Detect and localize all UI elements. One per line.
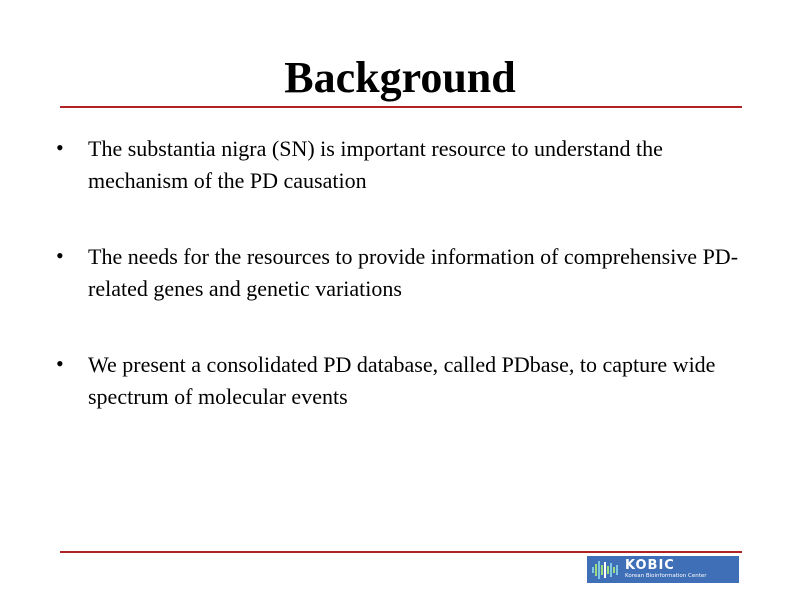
bullet-text: The substantia nigra (SN) is important resource to understand the mechanism of the PD causation	[88, 136, 663, 193]
bullet-dot-icon: •	[56, 135, 64, 160]
logo-name: KOBIC	[625, 558, 675, 573]
bullet-dot-icon: •	[56, 243, 64, 268]
bullet-text: We present a consolidated PD database, called PDbase, to capture wide spectrum of molecular events	[88, 352, 716, 409]
bullet-item	[56, 349, 756, 413]
bullet-text: The needs for the resources to provide information of comprehensive PD-related genes and genetic variations	[88, 244, 739, 301]
bullet-item	[56, 133, 756, 197]
dna-bars-icon	[591, 559, 621, 581]
bullet-dot-icon: •	[56, 351, 64, 376]
logo-subtitle: Korean Bioinformation Center	[625, 573, 707, 579]
kobic-logo	[587, 556, 739, 583]
footer-divider	[60, 551, 742, 553]
bullet-item	[56, 241, 756, 305]
slide-title: Background	[284, 53, 516, 102]
title-divider	[60, 106, 742, 108]
bullet-list	[56, 133, 756, 457]
